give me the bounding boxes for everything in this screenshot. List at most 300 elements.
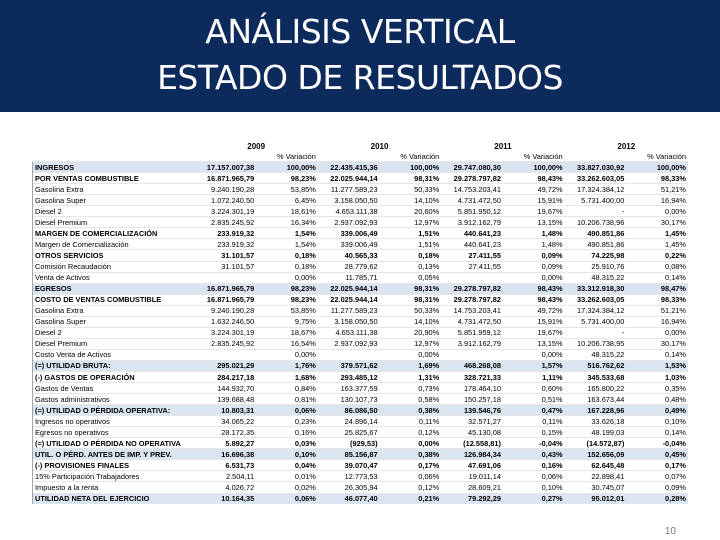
table-row <box>33 272 689 283</box>
table-row <box>33 449 689 460</box>
percent-cell: 50,33% <box>380 305 442 316</box>
percent-cell: 100,00% <box>626 162 688 173</box>
percent-cell: 98,33% <box>626 294 688 305</box>
percent-cell: 0,00% <box>256 349 318 360</box>
percent-cell: 0,35% <box>626 383 688 394</box>
percent-cell: 0,02% <box>256 482 318 493</box>
amount-cell: 284.217,18 <box>195 371 257 382</box>
table-row <box>33 405 689 416</box>
amount-cell: 4.653.111,38 <box>318 327 380 338</box>
percent-cell: 0,38% <box>380 405 442 416</box>
sub-blank <box>195 151 257 162</box>
percent-cell: 1,54% <box>256 239 318 250</box>
pct-label-2009: % Variación <box>276 151 316 161</box>
percent-cell: 51,21% <box>626 305 688 316</box>
amount-cell: 3.158.050,50 <box>318 316 380 327</box>
row-label: (=) UTILIDAD BRUTA: <box>33 360 195 371</box>
amount-cell: 152.656,09 <box>565 449 627 460</box>
amount-cell: 468.268,08 <box>441 360 503 371</box>
amount-cell: 26.305,94 <box>318 482 380 493</box>
percent-cell: 20,90% <box>380 327 442 338</box>
percent-cell: 98,31% <box>380 294 442 305</box>
row-label: (=) UTILIDAD O PÉRDIDA OPERATIVA: <box>33 405 195 416</box>
row-label: 15% Participación Trabajadores <box>33 471 195 482</box>
percent-cell: 0,14% <box>626 272 688 283</box>
amount-cell: 440.641,23 <box>441 228 503 239</box>
percent-cell: 12,97% <box>380 217 442 228</box>
row-label: MARGEN DE COMERCIALIZACIÓN <box>33 228 195 239</box>
row-label: OTROS SERVICIOS <box>33 250 195 261</box>
percent-cell: 98,33% <box>626 173 688 184</box>
amount-cell: 440.641,23 <box>441 239 503 250</box>
percent-cell: 0,58% <box>380 394 442 405</box>
pct-label-2010: % Variación <box>400 151 440 161</box>
percent-cell: 0,07% <box>626 471 688 482</box>
amount-cell: 79.292,29 <box>441 493 503 504</box>
amount-cell: 233.919,32 <box>195 239 257 250</box>
percent-cell: 50,33% <box>380 184 442 195</box>
percent-cell: 12,97% <box>380 338 442 349</box>
amount-cell: 2.835.245,92 <box>195 217 257 228</box>
amount-cell: 29.278.797,82 <box>441 173 503 184</box>
amount-cell <box>441 272 503 283</box>
row-label: Diesel 2 <box>33 206 195 217</box>
percent-cell: 0,38% <box>380 449 442 460</box>
percent-cell: 0,00% <box>626 327 688 338</box>
amount-cell: 48.315,22 <box>565 272 627 283</box>
sub-blank <box>318 151 380 162</box>
amount-cell: 74.225,98 <box>565 250 627 261</box>
percent-cell: 0,73% <box>380 383 442 394</box>
amount-cell: 328.721,33 <box>441 371 503 382</box>
row-label: Gasolina Super <box>33 195 195 206</box>
amount-cell: 31.101,57 <box>195 250 257 261</box>
amount-cell: 14.753.203,41 <box>441 184 503 195</box>
amount-cell: 17.324.384,12 <box>565 305 627 316</box>
amount-cell <box>195 349 257 360</box>
percent-cell: 0,12% <box>380 482 442 493</box>
amount-cell: 3.224.301,19 <box>195 206 257 217</box>
amount-cell: 178.464,10 <box>441 383 503 394</box>
amount-cell: 5.851.959,12 <box>441 327 503 338</box>
row-label: COSTO DE VENTAS COMBUSTIBLE <box>33 294 195 305</box>
row-label: Gasolina Super <box>33 316 195 327</box>
percent-cell: 18,61% <box>256 206 318 217</box>
amount-cell: 139.546,76 <box>441 405 503 416</box>
amount-cell: 47.691,06 <box>441 460 503 471</box>
table-row <box>33 493 689 504</box>
amount-cell: 3.912.162,79 <box>441 217 503 228</box>
amount-cell: 345.533,68 <box>565 371 627 382</box>
percent-cell: 1,31% <box>380 371 442 382</box>
row-label: (-) GASTOS DE OPERACIÓN <box>33 371 195 382</box>
percent-cell: 100,00% <box>256 162 318 173</box>
table-row <box>33 394 689 405</box>
percent-cell: 0,22% <box>626 250 688 261</box>
percent-cell: 0,60% <box>503 383 565 394</box>
percent-cell: 51,21% <box>626 184 688 195</box>
amount-cell: 4.731.472,50 <box>441 195 503 206</box>
page-number: 10 <box>664 526 676 537</box>
amount-cell: 32.571,27 <box>441 416 503 427</box>
percent-cell: 16,94% <box>626 316 688 327</box>
percent-cell: 0,00% <box>503 349 565 360</box>
amount-cell: 4.653.111,38 <box>318 206 380 217</box>
amount-cell: 139.688,48 <box>195 394 257 405</box>
amount-cell: 30.745,07 <box>565 482 627 493</box>
sub-blank <box>565 151 627 162</box>
percent-cell: 1,48% <box>503 239 565 250</box>
header-blank <box>33 151 195 162</box>
amount-cell: 48.315,22 <box>565 349 627 360</box>
percent-cell: 0,47% <box>503 405 565 416</box>
amount-cell: 25.910,76 <box>565 261 627 272</box>
amount-cell: 16.871.965,79 <box>195 173 257 184</box>
row-label: POR VENTAS COMBUSTIBLE <box>33 173 195 184</box>
percent-cell: 15,91% <box>503 195 565 206</box>
amount-cell: 10.206.738,95 <box>565 338 627 349</box>
pct-header-row <box>33 151 689 162</box>
table-row <box>33 217 689 228</box>
percent-cell: 98,43% <box>503 283 565 294</box>
amount-cell: 10.803,31 <box>195 405 257 416</box>
table-row <box>33 383 689 394</box>
percent-cell: 0,14% <box>626 427 688 438</box>
percent-cell: 0,15% <box>503 427 565 438</box>
year-2011: 2011 <box>494 141 512 151</box>
table-row <box>33 360 689 371</box>
amount-cell: 22.435.415,36 <box>318 162 380 173</box>
amount-cell: 19.011,14 <box>441 471 503 482</box>
percent-cell: 98,43% <box>503 173 565 184</box>
row-label: Egresos no operativos <box>33 427 195 438</box>
amount-cell: 490.851,86 <box>565 228 627 239</box>
amount-cell: 5.892,27 <box>195 438 257 449</box>
amount-cell: (14.572,87) <box>565 438 627 449</box>
percent-cell: 1,68% <box>256 371 318 382</box>
amount-cell: 86.086,50 <box>318 405 380 416</box>
percent-cell: 1,51% <box>380 228 442 239</box>
slide-title-line1: ANÁLISIS VERTICAL <box>205 12 515 51</box>
amount-cell: (12.558,81) <box>441 438 503 449</box>
amount-cell: 9.240.190,28 <box>195 305 257 316</box>
row-label: Gastos administrativos <box>33 394 195 405</box>
amount-cell: 33.827.030,92 <box>565 162 627 173</box>
amount-cell: 2.504,11 <box>195 471 257 482</box>
amount-cell: 516.762,62 <box>565 360 627 371</box>
amount-cell: 126.984,34 <box>441 449 503 460</box>
percent-cell: 0,48% <box>626 394 688 405</box>
amount-cell: 3.158.050,50 <box>318 195 380 206</box>
table-row <box>33 416 689 427</box>
percent-cell: 100,00% <box>503 162 565 173</box>
percent-cell: 0,16% <box>503 460 565 471</box>
amount-cell: 165.800,22 <box>565 383 627 394</box>
percent-cell: 0,18% <box>256 250 318 261</box>
table-row <box>33 228 689 239</box>
percent-cell: 30,17% <box>626 338 688 349</box>
amount-cell: 10.164,35 <box>195 493 257 504</box>
row-label: Ingresos no operativos <box>33 416 195 427</box>
slide-title-line2: ESTADO DE RESULTADOS <box>157 58 563 97</box>
amount-cell: 27.411,55 <box>441 261 503 272</box>
table-row <box>33 349 689 360</box>
amount-cell: 33.312.918,30 <box>565 283 627 294</box>
percent-cell: 0,10% <box>256 449 318 460</box>
amount-cell: 9.240.190,28 <box>195 184 257 195</box>
amount-cell: 34.065,22 <box>195 416 257 427</box>
amount-cell: 17.157.007,38 <box>195 162 257 173</box>
amount-cell: 6.531,73 <box>195 460 257 471</box>
amount-cell: 39.070,47 <box>318 460 380 471</box>
percent-cell: 0,49% <box>626 405 688 416</box>
amount-cell: 17.324.384,12 <box>565 184 627 195</box>
percent-cell: 0,00% <box>380 349 442 360</box>
percent-cell: 18,67% <box>256 327 318 338</box>
row-label: INGRESOS <box>33 162 195 173</box>
amount-cell: 33.262.603,05 <box>565 173 627 184</box>
percent-cell: 98,43% <box>503 294 565 305</box>
amount-cell: 28.172,35 <box>195 427 257 438</box>
percent-cell: 0,84% <box>256 383 318 394</box>
percent-cell: 0,81% <box>256 394 318 405</box>
percent-cell: 16,94% <box>626 195 688 206</box>
percent-cell: 14,10% <box>380 316 442 327</box>
amount-cell: 29.278.797,82 <box>441 283 503 294</box>
percent-cell: 0,00% <box>503 272 565 283</box>
percent-cell: 0,04% <box>256 460 318 471</box>
amount-cell: 29.278.797,82 <box>441 294 503 305</box>
income-statement-table <box>32 141 688 504</box>
percent-cell: 0,08% <box>626 261 688 272</box>
percent-cell: 20,60% <box>380 206 442 217</box>
amount-cell: 167.228,96 <box>565 405 627 416</box>
percent-cell: 0,28% <box>626 493 688 504</box>
percent-cell: 1,57% <box>503 360 565 371</box>
amount-cell: 28.779,62 <box>318 261 380 272</box>
percent-cell: 0,17% <box>626 460 688 471</box>
amount-cell: 85.156,87 <box>318 449 380 460</box>
percent-cell: 16,34% <box>256 217 318 228</box>
percent-cell: 0,06% <box>256 405 318 416</box>
amount-cell: 144.932,70 <box>195 383 257 394</box>
row-label: UTILIDAD NETA DEL EJERCICIO <box>33 493 195 504</box>
pct-label-2012: % Variación <box>647 151 686 161</box>
amount-cell: 5.731.400,00 <box>565 316 627 327</box>
percent-cell: 98,23% <box>256 283 318 294</box>
percent-cell: 1,51% <box>380 239 442 250</box>
percent-cell: 1,03% <box>626 371 688 382</box>
amount-cell: 40.565,33 <box>318 250 380 261</box>
table-row <box>33 283 689 294</box>
percent-cell: 9,75% <box>256 316 318 327</box>
amount-cell: 22.025.944,14 <box>318 173 380 184</box>
percent-cell: 0,09% <box>626 482 688 493</box>
amount-cell: 22.898,41 <box>565 471 627 482</box>
amount-cell: 339.006,49 <box>318 239 380 250</box>
table-row <box>33 482 689 493</box>
amount-cell: 150.257,18 <box>441 394 503 405</box>
table-row <box>33 427 689 438</box>
amount-cell: 31.101,57 <box>195 261 257 272</box>
percent-cell: 0,27% <box>503 493 565 504</box>
amount-cell: 379.571,62 <box>318 360 380 371</box>
table-row <box>33 250 689 261</box>
amount-cell: 22.025.944,14 <box>318 283 380 294</box>
amount-cell: 5.731.400,00 <box>565 195 627 206</box>
amount-cell: 130.107,73 <box>318 394 380 405</box>
year-header-row <box>33 141 689 151</box>
percent-cell: 0,45% <box>626 449 688 460</box>
row-label: Comisión Recaudación <box>33 261 195 272</box>
percent-cell: 0,10% <box>626 416 688 427</box>
percent-cell: 0,00% <box>256 272 318 283</box>
amount-cell: 163.673,44 <box>565 394 627 405</box>
amount-cell: 293.485,12 <box>318 371 380 382</box>
row-label: Diesel 2 <box>33 327 195 338</box>
amount-cell: 16.696,38 <box>195 449 257 460</box>
percent-cell: 0,06% <box>503 471 565 482</box>
percent-cell: 0,06% <box>380 471 442 482</box>
amount-cell: 62.645,48 <box>565 460 627 471</box>
table-row <box>33 460 689 471</box>
table-row <box>33 338 689 349</box>
percent-cell: 0,13% <box>380 261 442 272</box>
table-row <box>33 195 689 206</box>
amount-cell: 2.937.092,93 <box>318 217 380 228</box>
percent-cell: 1,45% <box>626 228 688 239</box>
amount-cell: 16.871.965,79 <box>195 283 257 294</box>
table-row <box>33 184 689 195</box>
amount-cell: 4.026,72 <box>195 482 257 493</box>
percent-cell: 1,53% <box>626 360 688 371</box>
row-label: Venta de Activos <box>33 272 195 283</box>
amount-cell: 11.277.589,23 <box>318 305 380 316</box>
percent-cell: 0,09% <box>503 261 565 272</box>
amount-cell: 14.753.203,41 <box>441 305 503 316</box>
table-row <box>33 327 689 338</box>
table-row <box>33 316 689 327</box>
row-label: Impuesto a la renta <box>33 482 195 493</box>
amount-cell: 28.609,21 <box>441 482 503 493</box>
percent-cell: 0,06% <box>256 493 318 504</box>
percent-cell: 13,15% <box>503 338 565 349</box>
amount-cell: 233.919,32 <box>195 228 257 239</box>
table-row <box>33 294 689 305</box>
percent-cell: 30,17% <box>626 217 688 228</box>
amount-cell: 48.199,03 <box>565 427 627 438</box>
table-row <box>33 261 689 272</box>
percent-cell: -0,04% <box>626 438 688 449</box>
amount-cell <box>441 349 503 360</box>
percent-cell: 19,67% <box>503 327 565 338</box>
pct-label-2011: % Variación <box>523 151 563 161</box>
amount-cell: (929,53) <box>318 438 380 449</box>
table-row <box>33 438 689 449</box>
amount-cell: 10.206.738,96 <box>565 217 627 228</box>
amount-cell: 46.077,40 <box>318 493 380 504</box>
year-2012: 2012 <box>617 141 636 151</box>
percent-cell: 1,54% <box>256 228 318 239</box>
amount-cell: 33.262.603,05 <box>565 294 627 305</box>
row-label: Costo Venta de Activos <box>33 349 195 360</box>
percent-cell: 0,12% <box>380 427 442 438</box>
percent-cell: 98,31% <box>380 283 442 294</box>
percent-cell: 53,85% <box>256 305 318 316</box>
table-row <box>33 206 689 217</box>
table-row <box>33 371 689 382</box>
amount-cell: 16.871.965,79 <box>195 294 257 305</box>
percent-cell: 16,54% <box>256 338 318 349</box>
amount-cell: 3.224.301,19 <box>195 327 257 338</box>
amount-cell: - <box>565 327 627 338</box>
amount-cell: 490.851,86 <box>565 239 627 250</box>
table-row <box>33 471 689 482</box>
percent-cell: 19,67% <box>503 206 565 217</box>
percent-cell: 98,23% <box>256 173 318 184</box>
amount-cell: 27.411,55 <box>441 250 503 261</box>
row-label: EGRESOS <box>33 283 195 294</box>
percent-cell: 0,11% <box>380 416 442 427</box>
amount-cell: 45.130,08 <box>441 427 503 438</box>
amount-cell: 295.021,29 <box>195 360 257 371</box>
percent-cell: 0,00% <box>380 438 442 449</box>
percent-cell: 0,01% <box>256 471 318 482</box>
header-blank <box>33 141 195 151</box>
amount-cell: 3.912.162,79 <box>441 338 503 349</box>
amount-cell: 2.835.245,92 <box>195 338 257 349</box>
percent-cell: 0,16% <box>256 427 318 438</box>
amount-cell: 25.825,67 <box>318 427 380 438</box>
row-label: (-) PROVISIONES FINALES <box>33 460 195 471</box>
amount-cell <box>318 349 380 360</box>
amount-cell: 163.377,59 <box>318 383 380 394</box>
table-row <box>33 239 689 250</box>
percent-cell: 49,72% <box>503 184 565 195</box>
percent-cell: 13,15% <box>503 217 565 228</box>
percent-cell: 98,47% <box>626 283 688 294</box>
amount-cell: 22.025.944,14 <box>318 294 380 305</box>
table-row <box>33 173 689 184</box>
percent-cell: 0,17% <box>380 460 442 471</box>
table-row <box>33 162 689 173</box>
percent-cell: 6,45% <box>256 195 318 206</box>
percent-cell: 53,85% <box>256 184 318 195</box>
amount-cell: 5.851.950,12 <box>441 206 503 217</box>
title-banner <box>0 0 720 112</box>
row-label: (=) UTILIDAD O PÉRDIDA NO OPERATIVA <box>33 438 195 449</box>
percent-cell: 1,76% <box>256 360 318 371</box>
row-label: Margen de Comercialización <box>33 239 195 250</box>
percent-cell: 1,69% <box>380 360 442 371</box>
row-label: Diesel Premium <box>33 338 195 349</box>
amount-cell: - <box>565 206 627 217</box>
year-2010: 2010 <box>370 141 389 151</box>
percent-cell: 1,48% <box>503 228 565 239</box>
percent-cell: 0,00% <box>626 206 688 217</box>
percent-cell: 0,14% <box>626 349 688 360</box>
amount-cell: 1.072.240,50 <box>195 195 257 206</box>
percent-cell: 14,10% <box>380 195 442 206</box>
percent-cell: 0,43% <box>503 449 565 460</box>
percent-cell: 0,09% <box>503 250 565 261</box>
amount-cell: 11.277.589,23 <box>318 184 380 195</box>
percent-cell: 0,18% <box>256 261 318 272</box>
row-label: Gastos de Ventas <box>33 383 195 394</box>
percent-cell: 1,45% <box>626 239 688 250</box>
percent-cell: 98,23% <box>256 294 318 305</box>
row-label: Gasolina Extra <box>33 184 195 195</box>
